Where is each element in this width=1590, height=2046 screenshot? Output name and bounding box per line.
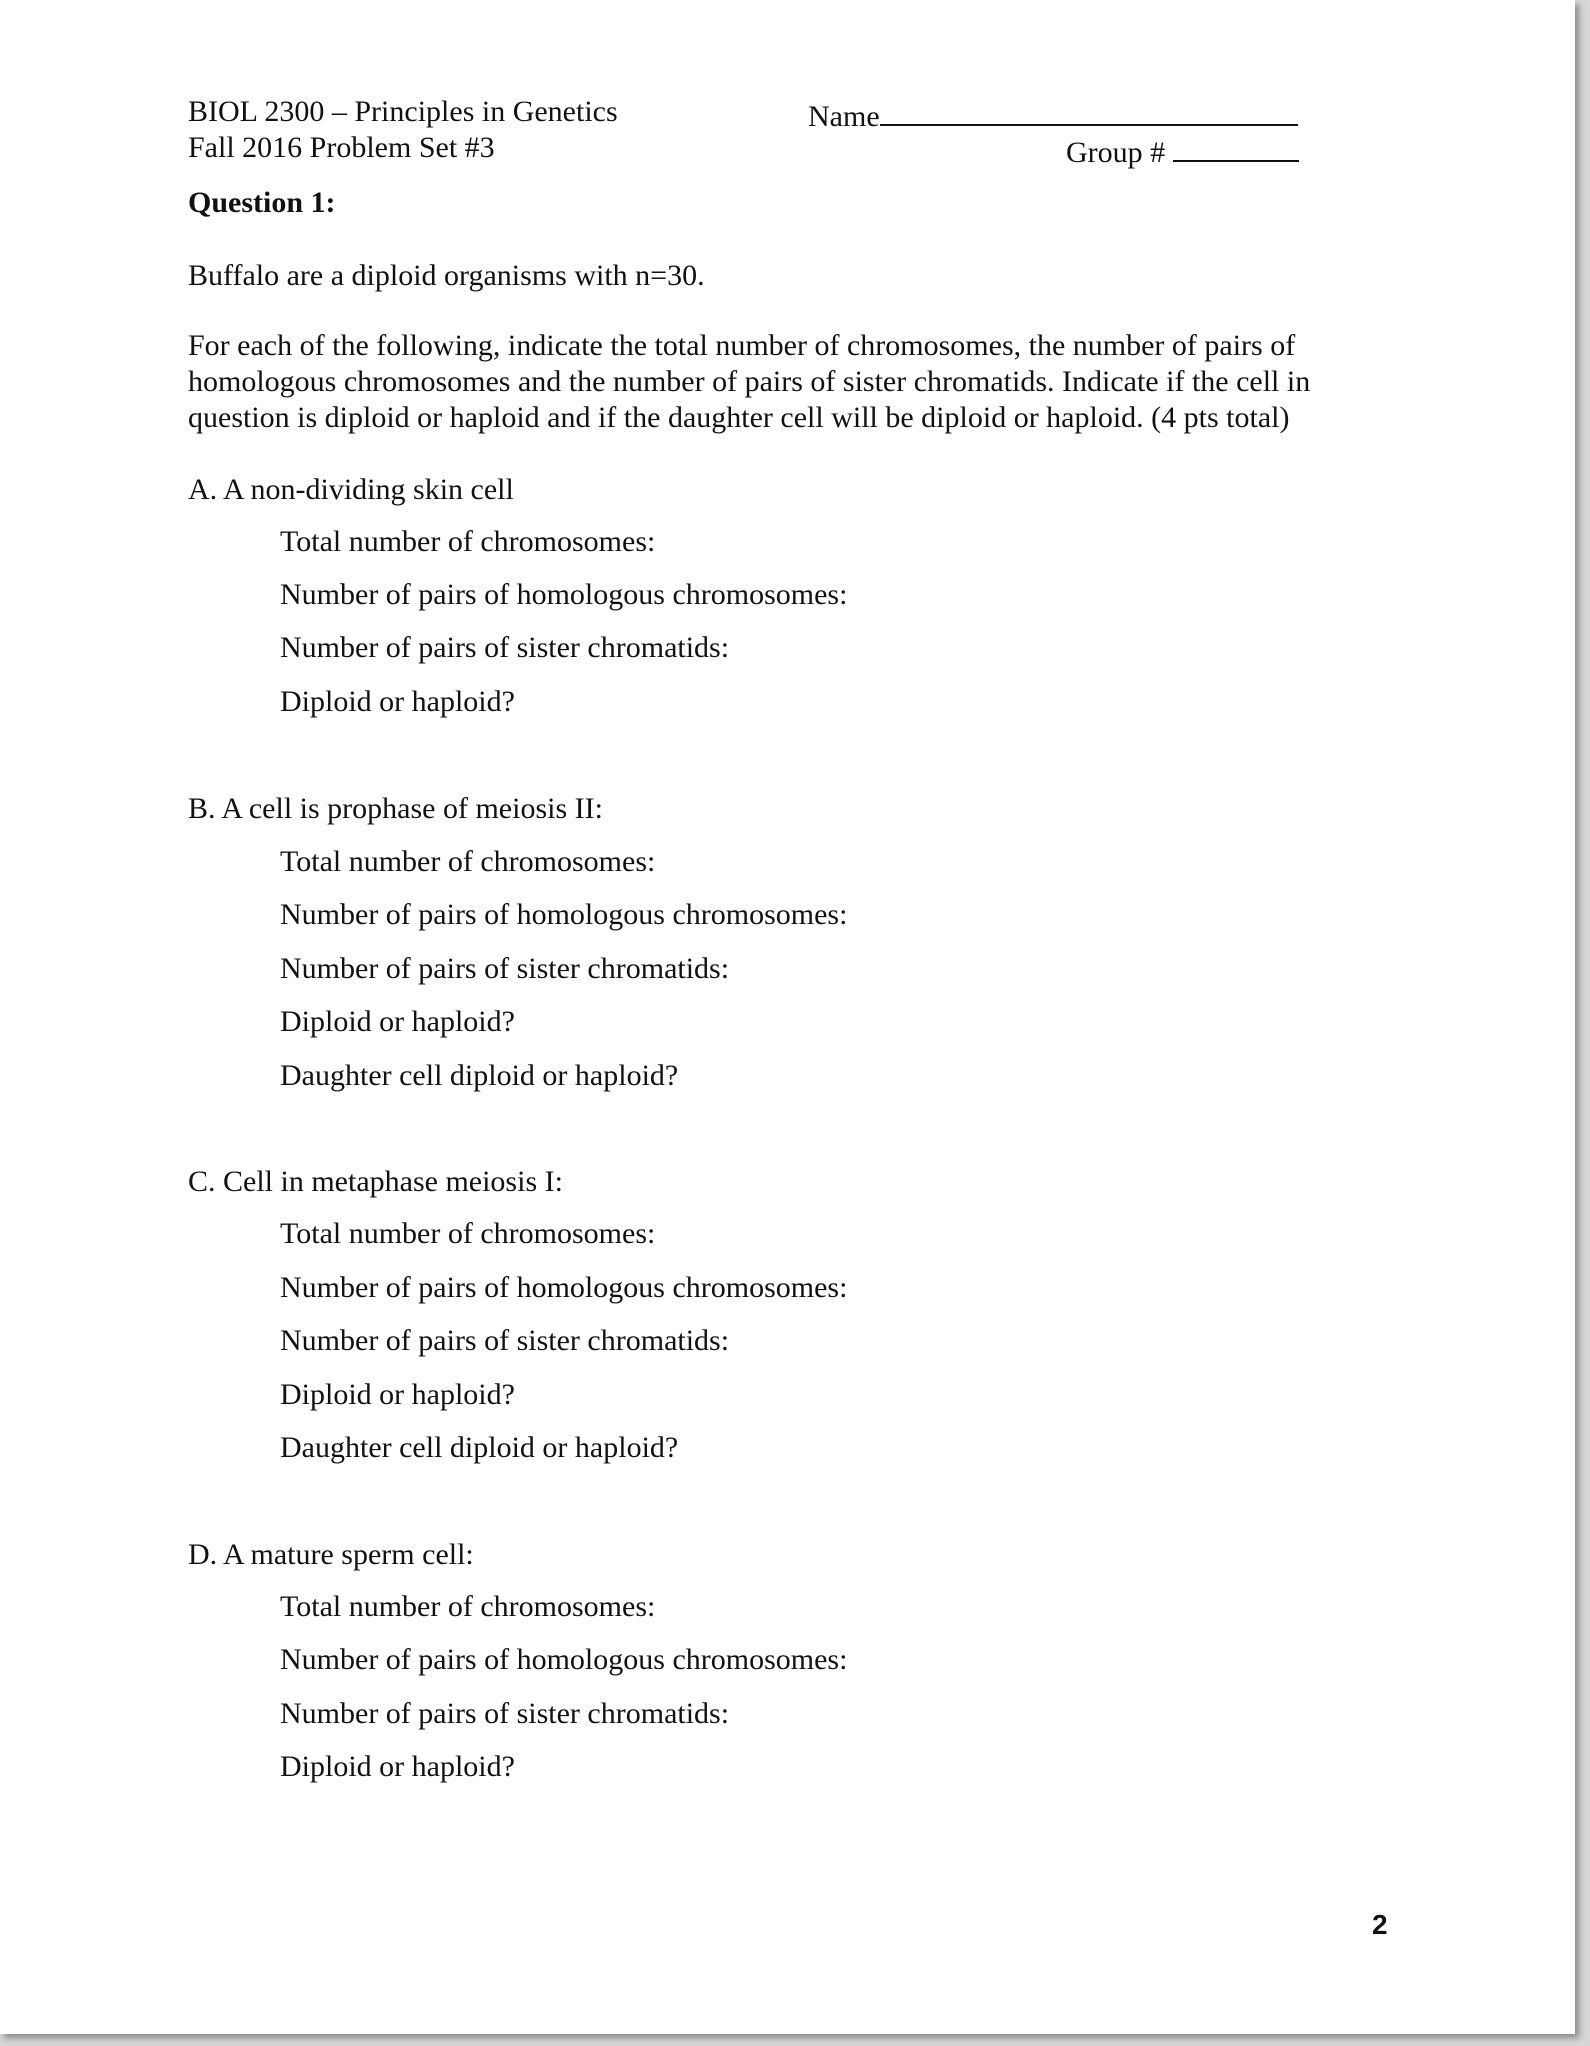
name-field (808, 94, 1298, 135)
instruction-line: For each of the following, indicate the total number of chromosomes, the number of pairs of (188, 329, 1296, 362)
question-intro: Buffalo are a diploid organisms with n=30. (188, 259, 705, 292)
part-a-title: A. A non-dividing skin cell (188, 473, 514, 506)
part-a-item: Number of pairs of sister chromatids: (280, 631, 730, 664)
question-instructions (188, 328, 1368, 436)
part-b-item: Number of pairs of homologous chromosomes: (280, 898, 848, 931)
problem-set-title: Fall 2016 Problem Set #3 (188, 131, 495, 164)
part-c-item: Number of pairs of sister chromatids: (280, 1324, 730, 1357)
part-c-item: Daughter cell diploid or haploid? (280, 1431, 679, 1464)
part-c-item: Number of pairs of homologous chromosomes: (280, 1271, 848, 1304)
part-b-item: Daughter cell diploid or haploid? (280, 1059, 679, 1092)
part-a-item: Total number of chromosomes: (280, 525, 656, 558)
course-title: BIOL 2300 – Principles in Genetics (188, 95, 618, 128)
part-c-item: Total number of chromosomes: (280, 1217, 656, 1250)
part-d-item: Number of pairs of homologous chromosomes: (280, 1643, 848, 1676)
part-b-title: B. A cell is prophase of meiosis II: (188, 792, 603, 825)
part-b-item: Number of pairs of sister chromatids: (280, 952, 730, 985)
part-b-item: Total number of chromosomes: (280, 845, 656, 878)
name-blank-line (880, 94, 1298, 126)
part-c-title: C. Cell in metaphase meiosis I: (188, 1165, 563, 1198)
question-title: Question 1: (188, 186, 336, 219)
part-a-item: Diploid or haploid? (280, 685, 515, 718)
part-a-item: Number of pairs of homologous chromosomes: (280, 578, 848, 611)
part-d-title: D. A mature sperm cell: (188, 1538, 474, 1571)
part-d-item: Diploid or haploid? (280, 1750, 515, 1783)
instruction-line: question is diploid or haploid and if the daughter cell will be diploid or haploid. (4 pts total) (188, 401, 1290, 434)
part-c-item: Diploid or haploid? (280, 1378, 515, 1411)
group-blank-line (1173, 130, 1299, 162)
group-field (1066, 130, 1299, 171)
instruction-line: homologous chromosomes and the number of pairs of sister chromatids. Indicate if the cell in (188, 365, 1311, 398)
part-d-item: Total number of chromosomes: (280, 1590, 656, 1623)
part-b-item: Diploid or haploid? (280, 1005, 515, 1038)
course-header (188, 94, 618, 166)
part-d-item: Number of pairs of sister chromatids: (280, 1697, 730, 1730)
group-label: Group # (1066, 136, 1166, 169)
page-number: 2 (1372, 1909, 1388, 1940)
name-label: Name (808, 100, 880, 133)
